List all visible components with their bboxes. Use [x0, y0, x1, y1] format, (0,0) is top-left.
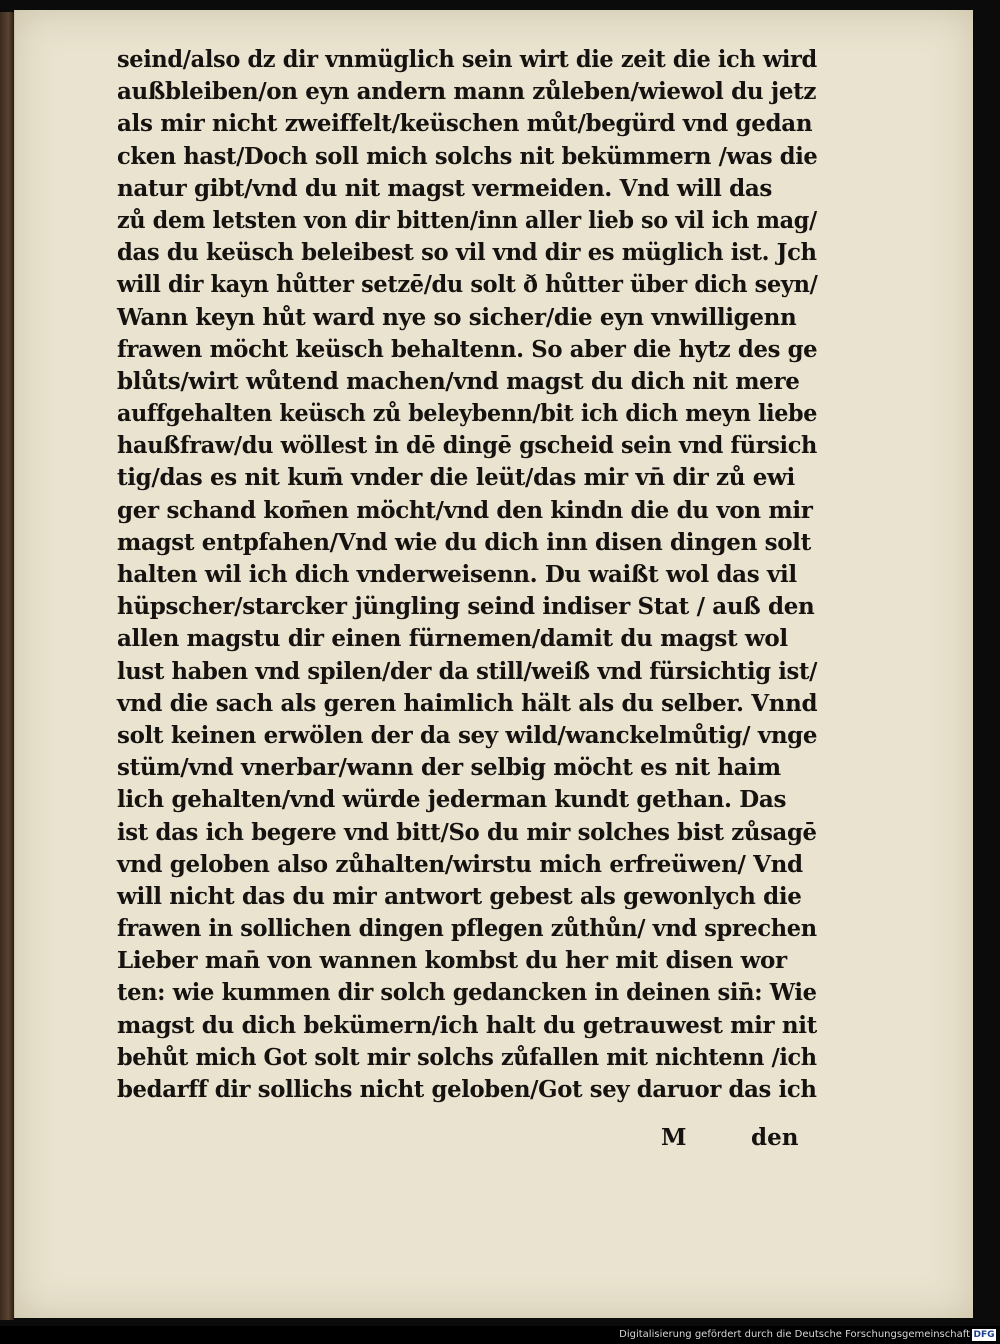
text-line: lich gehalten/vnd würde jederman kundt gethan. Das [117, 786, 787, 814]
text-line: vnd geloben also zůhalten/wirstu mich erfreüwen/ Vnd [117, 850, 803, 878]
text-line: solt keinen erwölen der da sey wild/wanckelmůtig/ vnge [117, 721, 818, 749]
text-line: allen magstu dir einen fürnemen/damit du magst wol [117, 625, 788, 653]
text-line: seind/also dz dir vnmüglich sein wirt die zeit die ich wird [117, 46, 817, 73]
text-line: bedarff dir sollichs nicht geloben/Got sey daruor das ich [117, 1076, 817, 1103]
text-line: Lieber man̄ von wannen kombst du her mit disen wor [117, 947, 787, 975]
page-foot [655, 1124, 835, 1158]
text-line: magst du dich bekümern/ich halt du getrauwest mir nit [117, 1011, 817, 1039]
text-line: das du keüsch beleibest so vil vnd dir es müglich ist. Jch [117, 239, 817, 267]
text-line: als mir nicht zweiffelt/keüschen můt/begürd vnd gedan [117, 110, 813, 138]
funding-credit: Digitalisierung gefördert durch die Deutsche Forschungsgemeinschaft [619, 1329, 970, 1340]
book-page [14, 10, 973, 1318]
text-line: außbleiben/on eyn andern mann zůleben/wiewol du jetz [117, 78, 817, 106]
text-line: behůt mich Got solt mir solchs zůfallen mit nichtenn /ich [117, 1043, 817, 1071]
text-line: halten wil ich dich vnderweisenn. Du waißt wol das vil [117, 561, 797, 588]
text-line: hüpscher/starcker jüngling seind indiser Stat / auß den [117, 593, 815, 621]
text-line: ger schand kom̄en möcht/vnd den kindn die du von mir [117, 496, 813, 524]
text-line: magst entpfahen/Vnd wie du dich inn disen dingen solt [117, 528, 811, 556]
catchword: den [751, 1124, 799, 1151]
text-line: lust haben vnd spilen/der da still/weiß vnd fürsichtig ist/ [117, 657, 818, 685]
text-line: will dir kayn hůtter setzē/du solt ð hůtter über dich seyn/ [117, 271, 818, 299]
text-line: zů dem letsten von dir bitten/inn aller lieb so vil ich mag/ [117, 206, 817, 234]
dfg-logo-icon: DFG [973, 1330, 995, 1340]
text-line: vnd die sach als geren haimlich hält als du selber. Vnnd [117, 689, 818, 717]
text-line: will nicht das du mir antwort gebest als gewonlych die [117, 882, 802, 910]
text-line: tig/das es nit kum̄ vnder die leüt/das mir vn̄ dir zů ewi [117, 464, 795, 492]
text-line: auffgehalten keüsch zů beleybenn/bit ich dich meyn liebe [117, 400, 818, 428]
book-binding-edge [0, 12, 14, 1320]
text-line: haußfraw/du wöllest in dē dingē gscheid sein vnd fürsich [117, 432, 818, 460]
text-line: cken hast/Doch soll mich solchs nit bekümmern /was die [117, 142, 818, 170]
text-line: natur gibt/vnd du nit magst vermeiden. Vnd will das [117, 174, 773, 202]
signature-mark: M [661, 1124, 687, 1151]
text-line: Wann keyn hůt ward nye so sicher/die eyn vnwilligenn [117, 303, 797, 331]
page-text-block [117, 44, 817, 1106]
text-line: ist das ich begere vnd bitt/So du mir solches bist zůsagē [117, 818, 817, 846]
text-line: frawen möcht keüsch behaltenn. So aber die hytz des ge [117, 335, 818, 363]
text-line: ten: wie kummen dir solch gedancken in deinen sin̄: Wie [117, 979, 817, 1007]
text-line: blůts/wirt wůtend machen/vnd magst du dich nit mere [117, 367, 800, 395]
text-line: stüm/vnd vnerbar/wann der selbig möcht es nit haim [117, 754, 781, 782]
text-line: frawen in sollichen dingen pflegen zůthůn/ vnd sprechen [117, 915, 817, 943]
